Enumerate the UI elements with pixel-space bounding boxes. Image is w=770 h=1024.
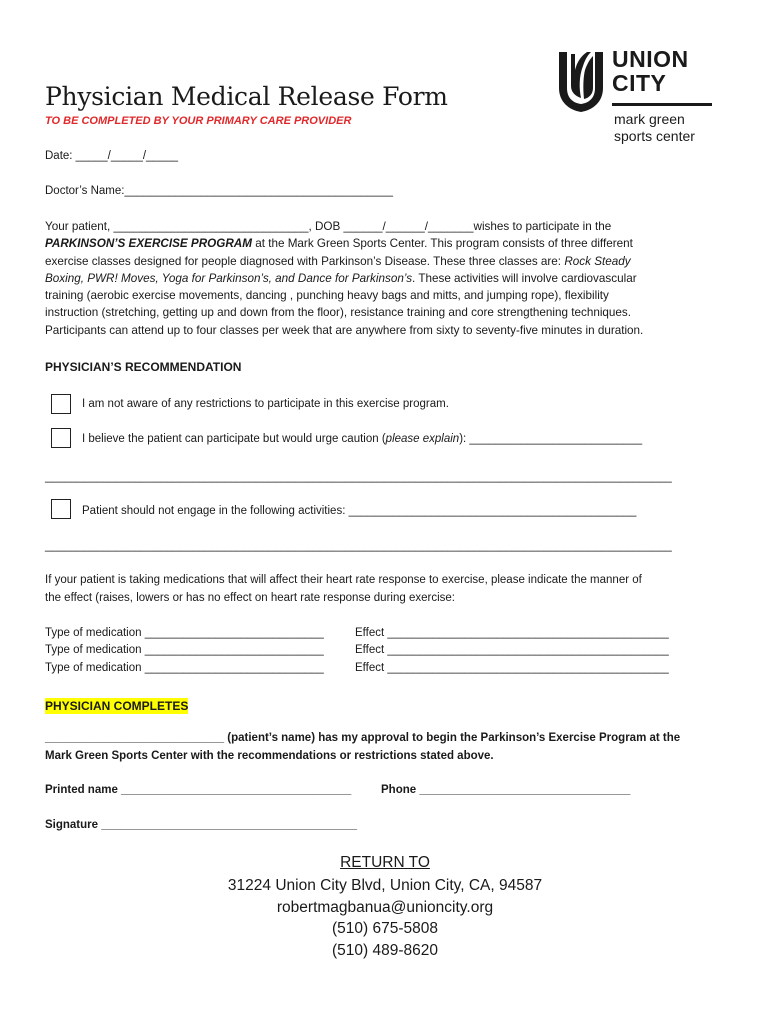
option-urge-caution-label[interactable]: I believe the patient can participate but would urge caution (please explain): ___________________________ [82, 433, 643, 445]
checkbox-urge-caution[interactable] [51, 428, 71, 448]
logo-text-union: UNION [612, 46, 689, 72]
approval-statement-line-2: Mark Green Sports Center with the recommendations or restrictions stated above. [45, 750, 494, 762]
printed-name-field[interactable]: Printed name ____________________________________ [45, 784, 352, 796]
intro-paragraph [45, 218, 735, 339]
class-names: Boxing, PWR! Moves, Yoga for Parkinson’s, and Dance for Parkinson’s [45, 271, 413, 285]
logo-divider [612, 103, 712, 106]
date-field[interactable]: Date: _____/_____/_____ [45, 150, 179, 162]
medication-type-field-1[interactable]: Type of medication ____________________________ [45, 627, 324, 639]
intro-line-3: exercise classes designed for people diagnosed with Parkinson’s Disease. These three classes are: [45, 254, 565, 268]
return-to-heading: RETURN TO [340, 854, 430, 871]
medication-intro-line-2: the effect (raises, lowers or has no effect on heart rate response during exercise: [45, 592, 455, 604]
caution-explanation-line[interactable]: __________________________________________________________________________________________________ [45, 471, 672, 483]
intro-line-2: at the Mark Green Sports Center. This program consists of three different [251, 237, 633, 251]
class-name-rock-steady: Rock Steady [564, 254, 631, 268]
approval-statement-line-1[interactable]: ____________________________ (patient’s name) has my approval to begin the Parkinson’s Exercise Program at the [45, 732, 681, 744]
signature-field[interactable]: Signature ________________________________________ [45, 819, 358, 831]
return-address: 31224 Union City Blvd, Union City, CA, 94587 [227, 877, 543, 894]
checkbox-should-not-engage[interactable] [51, 499, 71, 519]
logo-text-mark-green: mark green [614, 111, 685, 127]
intro-line-6: instruction (stretching, getting up and down from the floor), resistance training and core strengthening techniques. [45, 306, 632, 320]
activities-continuation-line[interactable]: __________________________________________________________________________________________________ [45, 540, 672, 552]
option-should-not-engage-label[interactable]: Patient should not engage in the following activities: _____________________________________________ [82, 505, 637, 517]
union-city-shield-icon [557, 48, 605, 114]
intro-line-4: . These activities will involve cardiovascular [412, 271, 637, 285]
medication-type-field-3[interactable]: Type of medication ____________________________ [45, 662, 324, 674]
intro-line-7: Participants can attend up to four classes per week that are anywhere from sixty to seventy-five minutes in duration. [45, 323, 644, 337]
medication-intro-line-1: If your patient is taking medications that will affect their heart rate response to exercise, please indicate the manner of [45, 574, 642, 586]
phone-field[interactable]: Phone _________________________________ [381, 784, 631, 796]
intro-line-1[interactable]: Your patient, ______________________________, DOB ______/______/_______wishes to participate in the [45, 220, 612, 233]
medication-effect-field-1[interactable]: Effect ____________________________________________ [355, 627, 669, 639]
return-phone-1: (510) 675-5808 [332, 920, 438, 937]
medication-effect-field-3[interactable]: Effect ____________________________________________ [355, 662, 669, 674]
return-email[interactable]: robertmagbanua@unioncity.org [276, 899, 494, 916]
medication-type-field-2[interactable]: Type of medication ____________________________ [45, 644, 324, 656]
logo-text-city: CITY [612, 70, 667, 96]
doctor-name-field[interactable]: Doctor’s Name:__________________________________________ [45, 185, 394, 197]
physician-completes-heading: PHYSICIAN COMPLETES [45, 699, 189, 713]
form-subtitle: TO BE COMPLETED BY YOUR PRIMARY CARE PROVIDER [45, 115, 352, 127]
checkbox-no-restrictions[interactable] [51, 394, 71, 414]
form-title: Physician Medical Release Form [45, 82, 448, 111]
return-phone-2: (510) 489-8620 [332, 942, 438, 959]
medication-effect-field-2[interactable]: Effect ____________________________________________ [355, 644, 669, 656]
logo-text-sports-center: sports center [614, 128, 695, 144]
union-city-logo [557, 48, 717, 148]
program-name: PARKINSON’S EXERCISE PROGRAM [45, 237, 252, 251]
option-no-restrictions-label: I am not aware of any restrictions to participate in this exercise program. [82, 398, 449, 410]
intro-line-5: training (aerobic exercise movements, dancing , punching heavy bags and mitts, and jumping rope), flexibility [45, 289, 609, 303]
recommendation-heading: PHYSICIAN’S RECOMMENDATION [45, 360, 242, 374]
